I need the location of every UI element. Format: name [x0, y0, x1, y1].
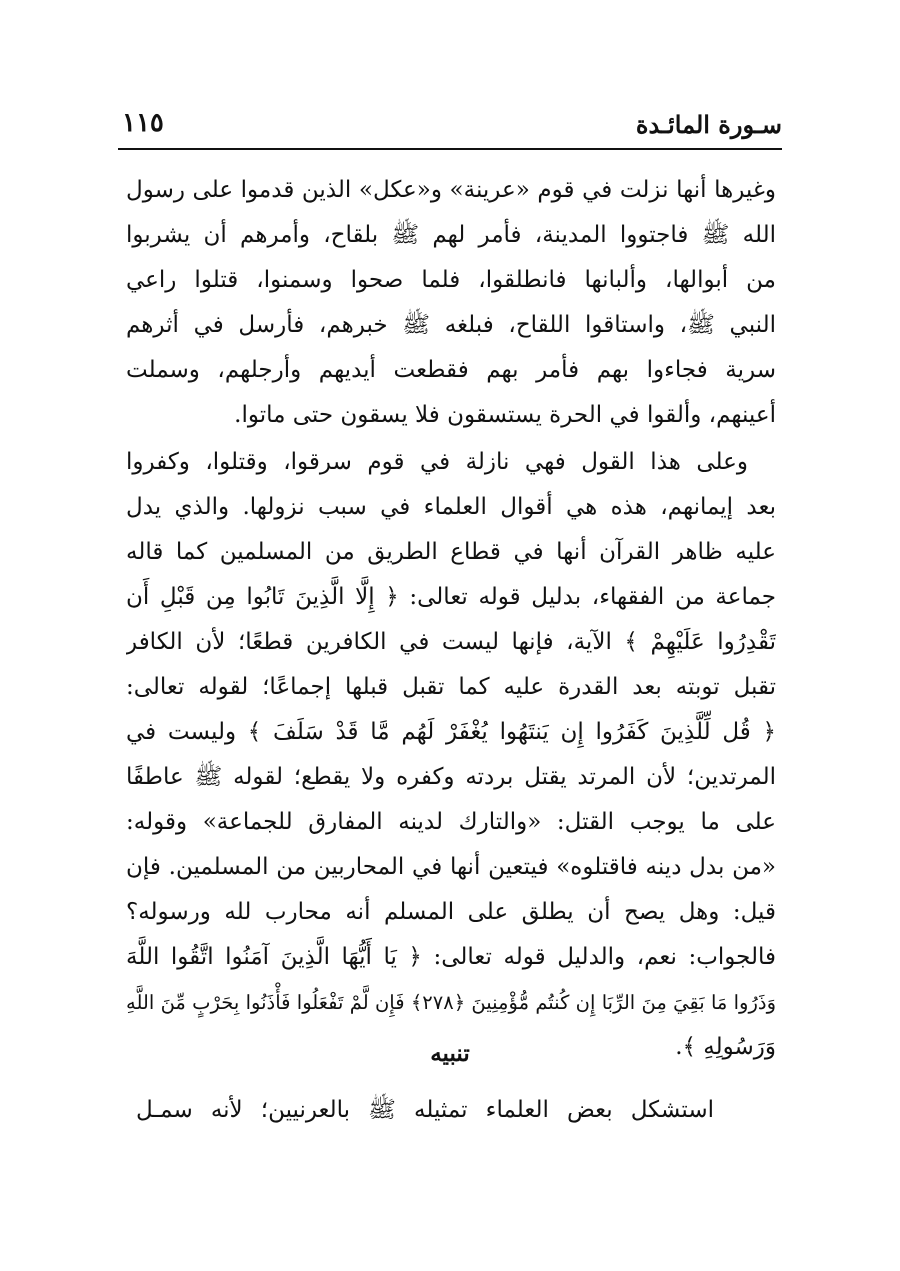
text-line: ﴿ قُل لِّلَّذِينَ كَفَرُوا إِن يَنتَهُوا يُغْفَرْ لَهُم مَّا قَدْ سَلَفَ ﴾ وليست في	[126, 719, 776, 745]
paragraph-1	[126, 168, 776, 438]
page-header	[118, 104, 782, 150]
section-heading: تنبيه	[430, 1040, 470, 1067]
text-line: أعينهم، وألقوا في الحرة يستسقون فلا يسقون حتى ماتوا.	[234, 402, 776, 428]
text-line: وعلى هذا القول فهي نازلة في قوم سرقوا، وقتلوا، وكفروا	[126, 449, 748, 475]
text-line: من أبوالها، وألبانها فانطلقوا، فلما صحوا وسمنوا، قتلوا راعي	[126, 267, 776, 293]
text-line: تقبل توبته بعد القدرة عليه كما تقبل قبلها إجماعًا؛ لقوله تعالى:	[126, 674, 776, 700]
text-line: قيل: وهل يصح أن يطلق على المسلم أنه محارب لله ورسوله؟	[126, 899, 776, 925]
page-number: ١١٥	[122, 108, 164, 138]
text-line: المرتدين؛ لأن المرتد يقتل بردته وكفره ولا يقطع؛ لقوله ﷺ عاطفًا	[126, 764, 776, 790]
text-line: فالجواب: نعم، والدليل قوله تعالى: ﴿ يَا أَيُّهَا الَّذِينَ آمَنُوا اتَّقُوا اللَّهَ	[126, 944, 776, 970]
running-title: سـورة المائـدة	[635, 110, 782, 139]
text-line: على ما يوجب القتل: «والتارك لدينه المفارق للجماعة» وقوله:	[126, 809, 776, 835]
text-line: النبي ﷺ، واستاقوا اللقاح، فبلغه ﷺ خبرهم، فأرسل في أثرهم	[126, 312, 776, 338]
text-line: «من بدل دينه فاقتلوه» فيتعين أنها في المحاربين من المسلمين. فإن	[126, 854, 776, 880]
text-line: وَذَرُوا مَا بَقِيَ مِنَ الرِّبَا إِن كُنتُم مُّؤْمِنِينَ ﴿٢٧٨﴾ فَإِن لَّمْ تَفْعَلُوا فَأْذَنُوا بِحَرْبٍ مِّنَ اللَّهِ	[126, 991, 776, 1014]
paragraph-2	[126, 440, 776, 1070]
text-line: بعد إيمانهم، هذه هي أقوال العلماء في سبب نزولها. والذي يدل	[126, 494, 776, 520]
text-line: عليه ظاهر القرآن أنها في قطاع الطريق من المسلمين كما قاله	[126, 539, 776, 565]
text-line: تَقْدِرُوا عَلَيْهِمْ ﴾ الآية، فإنها ليست في الكافرين قطعًا؛ لأن الكافر	[126, 629, 776, 655]
text-line: سرية فجاءوا بهم فأمر بهم فقطعت أيديهم وأرجلهم، وسملت	[126, 357, 776, 383]
text-line: الله ﷺ فاجتووا المدينة، فأمر لهم ﷺ بلقاح، وأمرهم أن يشربوا	[126, 222, 776, 248]
text-line: وغيرها أنها نزلت في قوم «عرينة» و«عكل» الذين قدموا على رسول	[126, 177, 776, 203]
paragraph-3	[136, 1088, 714, 1133]
text-line: وَرَسُولِهِ ﴾.	[675, 1034, 776, 1060]
text-line: استشكل بعض العلماء تمثيله ﷺ بالعرنيين؛ لأنه سمـل	[136, 1097, 714, 1123]
text-line: جماعة من الفقهاء، بدليل قوله تعالى: ﴿ إِلَّا الَّذِينَ تَابُوا مِن قَبْلِ أَن	[126, 584, 776, 610]
